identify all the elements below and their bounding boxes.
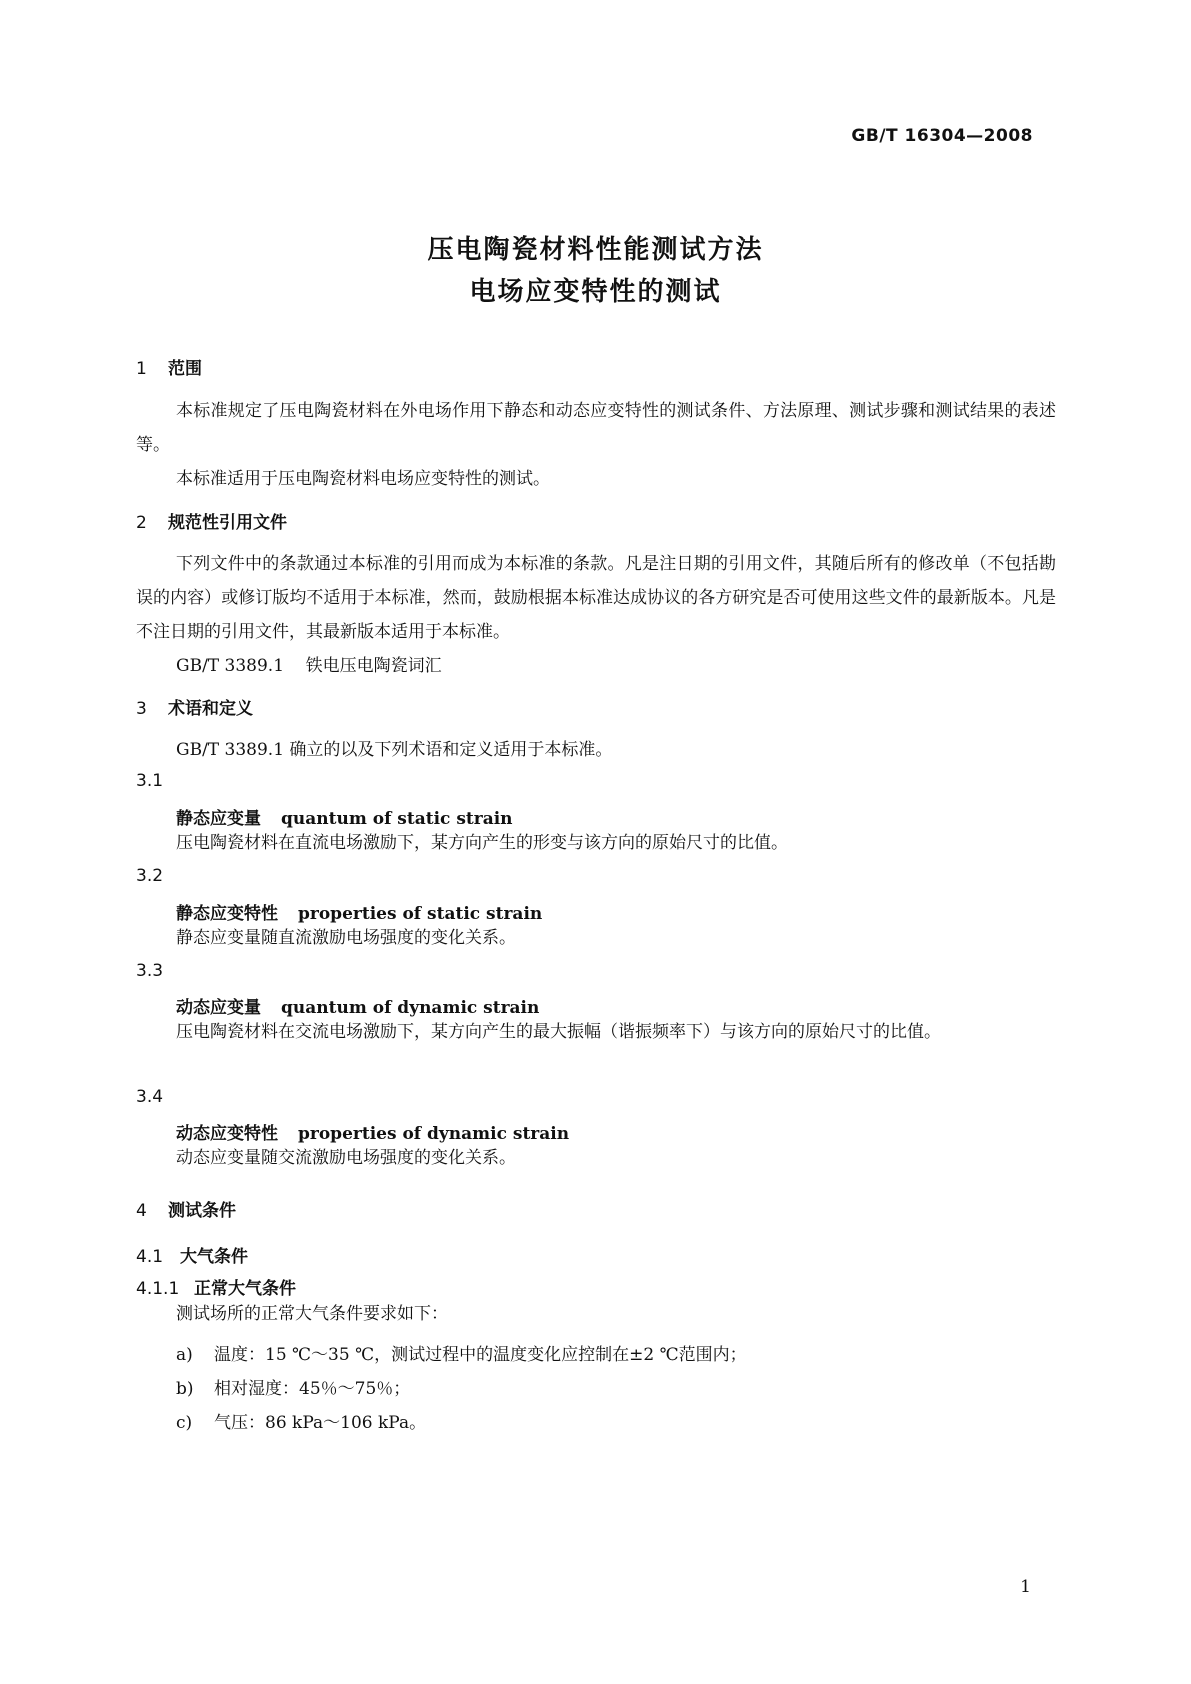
term-name-en: quantum of dynamic strain (281, 998, 540, 1018)
term-3-1-definition: 压电陶瓷材料在直流电场激励下，某方向产生的形变与该方向的原始尺寸的比值。 (176, 833, 788, 853)
page-number: 1 (1020, 1577, 1031, 1597)
term-3-4-definition: 动态应变量随交流激励电场强度的变化关系。 (176, 1148, 516, 1168)
section-title: 术语和定义 (168, 699, 253, 719)
term-name-en: properties of static strain (298, 904, 543, 924)
section-2-heading (136, 508, 1056, 533)
section-4-1-1-body (136, 1297, 1056, 1331)
condition-item-a: a) 温度：15 ℃～35 ℃，测试过程中的温度变化应控制在±2 ℃范围内； (176, 1345, 747, 1365)
term-name-en: quantum of static strain (281, 809, 513, 829)
term-3-3-number: 3.3 (136, 961, 164, 981)
section-title: 规范性引用文件 (168, 513, 287, 533)
section-number: 4.1 (136, 1247, 164, 1267)
document-title-line2: 电场应变特性的测试 (469, 277, 722, 307)
section-title: 正常大气条件 (194, 1279, 296, 1299)
section-title: 大气条件 (180, 1247, 248, 1267)
term-name-cn: 动态应变特性 (176, 1124, 278, 1144)
section-4-heading (136, 1196, 1056, 1221)
condition-item-c: c) 气压：86 kPa～106 kPa。 (176, 1413, 427, 1433)
section-1-body (136, 394, 1056, 496)
section-3-intro-text: GB/T 3389.1 确立的以及下列术语和定义适用于本标准。 (176, 740, 613, 760)
document-title-line1: 压电陶瓷材料性能测试方法 (427, 235, 764, 265)
section-number: 3 (136, 699, 147, 719)
term-3-3-definition: 压电陶瓷材料在交流电场激励下，某方向产生的最大振幅（谐振频率下）与该方向的原始尺寸的比值。 (176, 1022, 941, 1042)
section-1-heading (136, 354, 1056, 379)
section-3-heading (136, 694, 1056, 719)
section-title: 范围 (168, 359, 202, 379)
conditions-intro: 测试场所的正常大气条件要求如下： (176, 1304, 448, 1324)
section-1-paragraph-1: 本标准规定了压电陶瓷材料在外电场作用下静态和动态应变特性的测试条件、方法原理、测试步骤和测试结果的表述等。 (136, 401, 1056, 455)
section-2-body (136, 547, 1056, 683)
term-name-en: properties of dynamic strain (298, 1124, 570, 1144)
term-name-cn: 动态应变量 (176, 998, 261, 1018)
section-number: 4.1.1 (136, 1279, 180, 1299)
term-3-1-number: 3.1 (136, 771, 164, 791)
section-title: 测试条件 (168, 1201, 236, 1221)
section-number: 4 (136, 1201, 147, 1221)
section-2-paragraph-1: 下列文件中的条款通过本标准的引用而成为本标准的条款。凡是注日期的引用文件，其随后所有的修改单（不包括勘误的内容）或修订版均不适用于本标准，然而，鼓励根据本标准达成协议的各方研究是否可使用这些文件的最新版本。凡是不注日期的引用文件，其最新版本适用于本标准。 (136, 554, 1056, 642)
section-number: 2 (136, 513, 147, 533)
condition-item-b: b) 相对湿度：45％～75％； (176, 1379, 411, 1399)
section-1-paragraph-2: 本标准适用于压电陶瓷材料电场应变特性的测试。 (176, 469, 550, 489)
section-4-1-1-heading (136, 1274, 1056, 1299)
section-4-1-heading (136, 1242, 1056, 1267)
section-3-intro (136, 733, 1056, 767)
normative-reference: GB/T 3389.1 铁电压电陶瓷词汇 (176, 656, 442, 676)
standard-code: GB/T 16304—2008 (851, 126, 1033, 146)
term-3-2-definition: 静态应变量随直流激励电场强度的变化关系。 (176, 928, 516, 948)
term-3-2-number: 3.2 (136, 866, 164, 886)
section-number: 1 (136, 359, 147, 379)
term-3-4-number: 3.4 (136, 1087, 164, 1107)
term-name-cn: 静态应变特性 (176, 904, 278, 924)
term-name-cn: 静态应变量 (176, 809, 261, 829)
